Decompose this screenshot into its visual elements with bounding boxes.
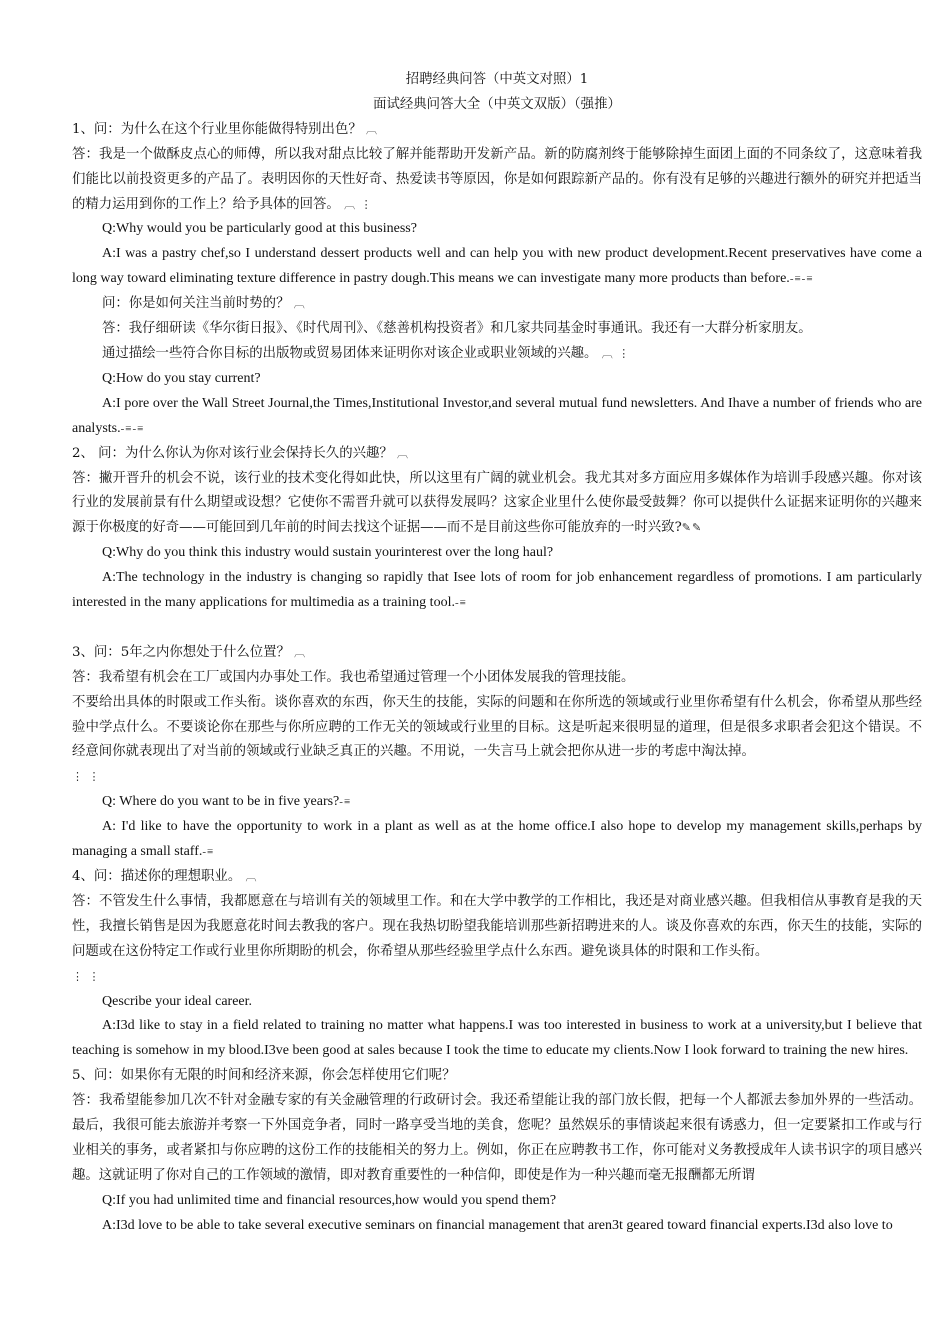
answer-5-cn: 答：我希望能参加几次不针对金融专家的有关金融管理的行政研讨会。我还希望能让我的部门放长假，把每一个人都派去参加外界的一些活动。最后，我很可能去旅游并考察一下外国竞争者，同时一路享受当地的美食，您呢？虽然娱乐的事情谈起来很有诱惑力，但一定要紧扣工作或与行业相关的事务，或者紧扣与你应聘的这份工作的技能相关的努力上。例如，你正在应聘教书工作，你可能对义务教授成年人读书识字的项目感兴趣。这就证明了你对自己的工作领域的激情，即对教育重要性的一种信仰，即使是作为一种兴趣而毫无报酬都无所谓 <box>72 1093 922 1183</box>
answer-4-en: A:I3d like to stay in a field related to training no matter what happens.I was too interested in business to work at a university,but I believe that teaching is somehow in my blood.I3ve been good at sales because I took the time to educate my clients.Now I look forward to training the new hires. <box>72 1018 922 1059</box>
question-3-en: Q: Where do you want to be in five years?-≡ <box>102 794 352 810</box>
answer-1b-cn-note: 通过描绘一些符合你目标的出版物或贸易团体来证明你对该企业或职业领域的兴趣。 ︹ ⋮ <box>102 345 631 361</box>
question-1b-cn: 问：你是如何关注当前时势的？ ︹ <box>102 296 306 312</box>
answer-1b-cn: 答：我仔细研读《华尔街日报》、《时代周刊》、《慈善机构投资者》和几家共同基金时事通讯。我还有一大群分析家朋友。 <box>102 321 812 337</box>
answer-4-cn: 答：不管发生什么事情，我都愿意在与培训有关的领域里工作。和在大学中教学的工作相比，我还是对商业感兴趣。但我相信从事教育是我的天性，我擅长销售是因为我愿意花时间去教我的客户。现在我热切盼望我能培训那些新招聘进来的人。谈及你喜欢的东西，你天生的技能，实际的问题或在这份特定工作或行业里你所期盼的机会，你希望从那些经验里学点什么东西。避免谈具体的时限和工作头衔。 <box>72 893 922 959</box>
question-3-cn: 3、问：5年之内你想处于什么位置？ ︹ <box>72 644 307 660</box>
document-subtitle: 面试经典问答大全（中英文双版）（强推） <box>373 96 621 112</box>
answer-5-en: A:I3d love to be able to take several executive seminars on financial management that aren3t geared toward financial experts.I3d also love to <box>102 1217 893 1233</box>
document-page <box>72 68 922 1239</box>
question-5-en: Q:If you had unlimited time and financial resources,how would you spend them? <box>102 1192 557 1208</box>
question-2-en: Q:Why do you think this industry would sustain yourinterest over the long haul? <box>102 545 554 561</box>
question-2-cn: 2、 问：为什么你认为你对该行业会保持长久的兴趣？ ︹ <box>72 445 410 461</box>
vertical-dots-marker: ⋮ ⋮ <box>72 969 101 983</box>
answer-3-cn-note: 不要给出具体的时限或工作头衔。谈你喜欢的东西，你天生的技能，实际的问题和在你所选的领域或行业里你希望有什么机会，你希望从那些经验中学点什么。不要谈论你在那些与你所应聘的工作无关的领域或行业里的目标。这是听起来很明显的道理，但是很多求职者会犯这个错误。不经意间你就表现出了对当前的领域或行业缺乏真正的兴趣。不用说，一失言马上就会把你从进一步的考虑中淘汰掉。 <box>72 694 922 760</box>
answer-2-cn: 答：撇开晋升的机会不说，该行业的技术变化得如此快，所以这里有广阔的就业机会。我尤其对多方面应用多媒体作为培训手段感兴趣。你对该行业的发展前景有什么期望或设想？它使你不需晋升就可以获得发展吗？这家企业里什么使你最受鼓舞？你可以提供什么证据来证明你的兴趣来源于你极度的好奇——可能回到几年前的时间去找这个证据——而不是目前这些你可能放弃的一时兴致?✎✎ <box>72 470 922 536</box>
answer-3-en: A: I'd like to have the opportunity to work in a plant as well as at the home office.I also hope to develop my management skills,perhaps by managing a small staff.-≡ <box>72 819 922 860</box>
question-4-cn: 4、问：描述你的理想职业。 ︹ <box>72 868 258 884</box>
answer-2-en: A:The technology in the industry is changing so rapidly that Isee lots of room for job enhancement regardless of promotions. I am particularly interested in the many applications for multimedia as a training tool.-≡ <box>72 570 922 611</box>
question-5-cn: 5、问：如果你有无限的时间和经济来源，你会怎样使用它们呢？ <box>72 1068 456 1084</box>
blank-line <box>72 616 922 641</box>
question-1b-en: Q:How do you stay current? <box>102 370 261 386</box>
answer-1b-en: A:I pore over the Wall Street Journal,the Times,Institutional Investor,and several mutual fund newsletters. And Ihave a number of friends who are analysts.-≡-≡ <box>72 395 922 436</box>
vertical-dots-marker: ⋮ ⋮ <box>72 770 101 784</box>
question-4-en: Qescribe your ideal career. <box>102 993 253 1009</box>
answer-1-en: A:I was a pastry chef,so I understand dessert products well and can help you with new product development.Recent preservatives have come a long way toward eliminating texture difference in pastry dough.This means we can investigate many more products than before.-≡-≡ <box>72 246 922 287</box>
question-1-cn: 1、问：为什么在这个行业里你能做得特别出色？ ︹ <box>72 121 378 137</box>
answer-1-cn: 答：我是一个做酥皮点心的师傅，所以我对甜点比较了解并能帮助开发新产品。新的防腐剂终于能够除掉生面团上面的不同条纹了，这意味着我们能比以前投资更多的产品了。表明因你的天性好奇、热爱读书等原因，你是如何跟踪新产品的。你有没有足够的兴趣进行额外的研究并把适当的精力运用到你的工作上？给予具体的回答。 ︹ ⋮ <box>72 146 922 212</box>
document-title: 招聘经典问答（中英文对照）1 <box>405 72 589 87</box>
question-1-en: Q:Why would you be particularly good at this business? <box>102 221 417 237</box>
answer-3-cn: 答：我希望有机会在工厂或国内办事处工作。我也希望通过管理一个小团体发展我的管理技能。 <box>72 669 635 685</box>
